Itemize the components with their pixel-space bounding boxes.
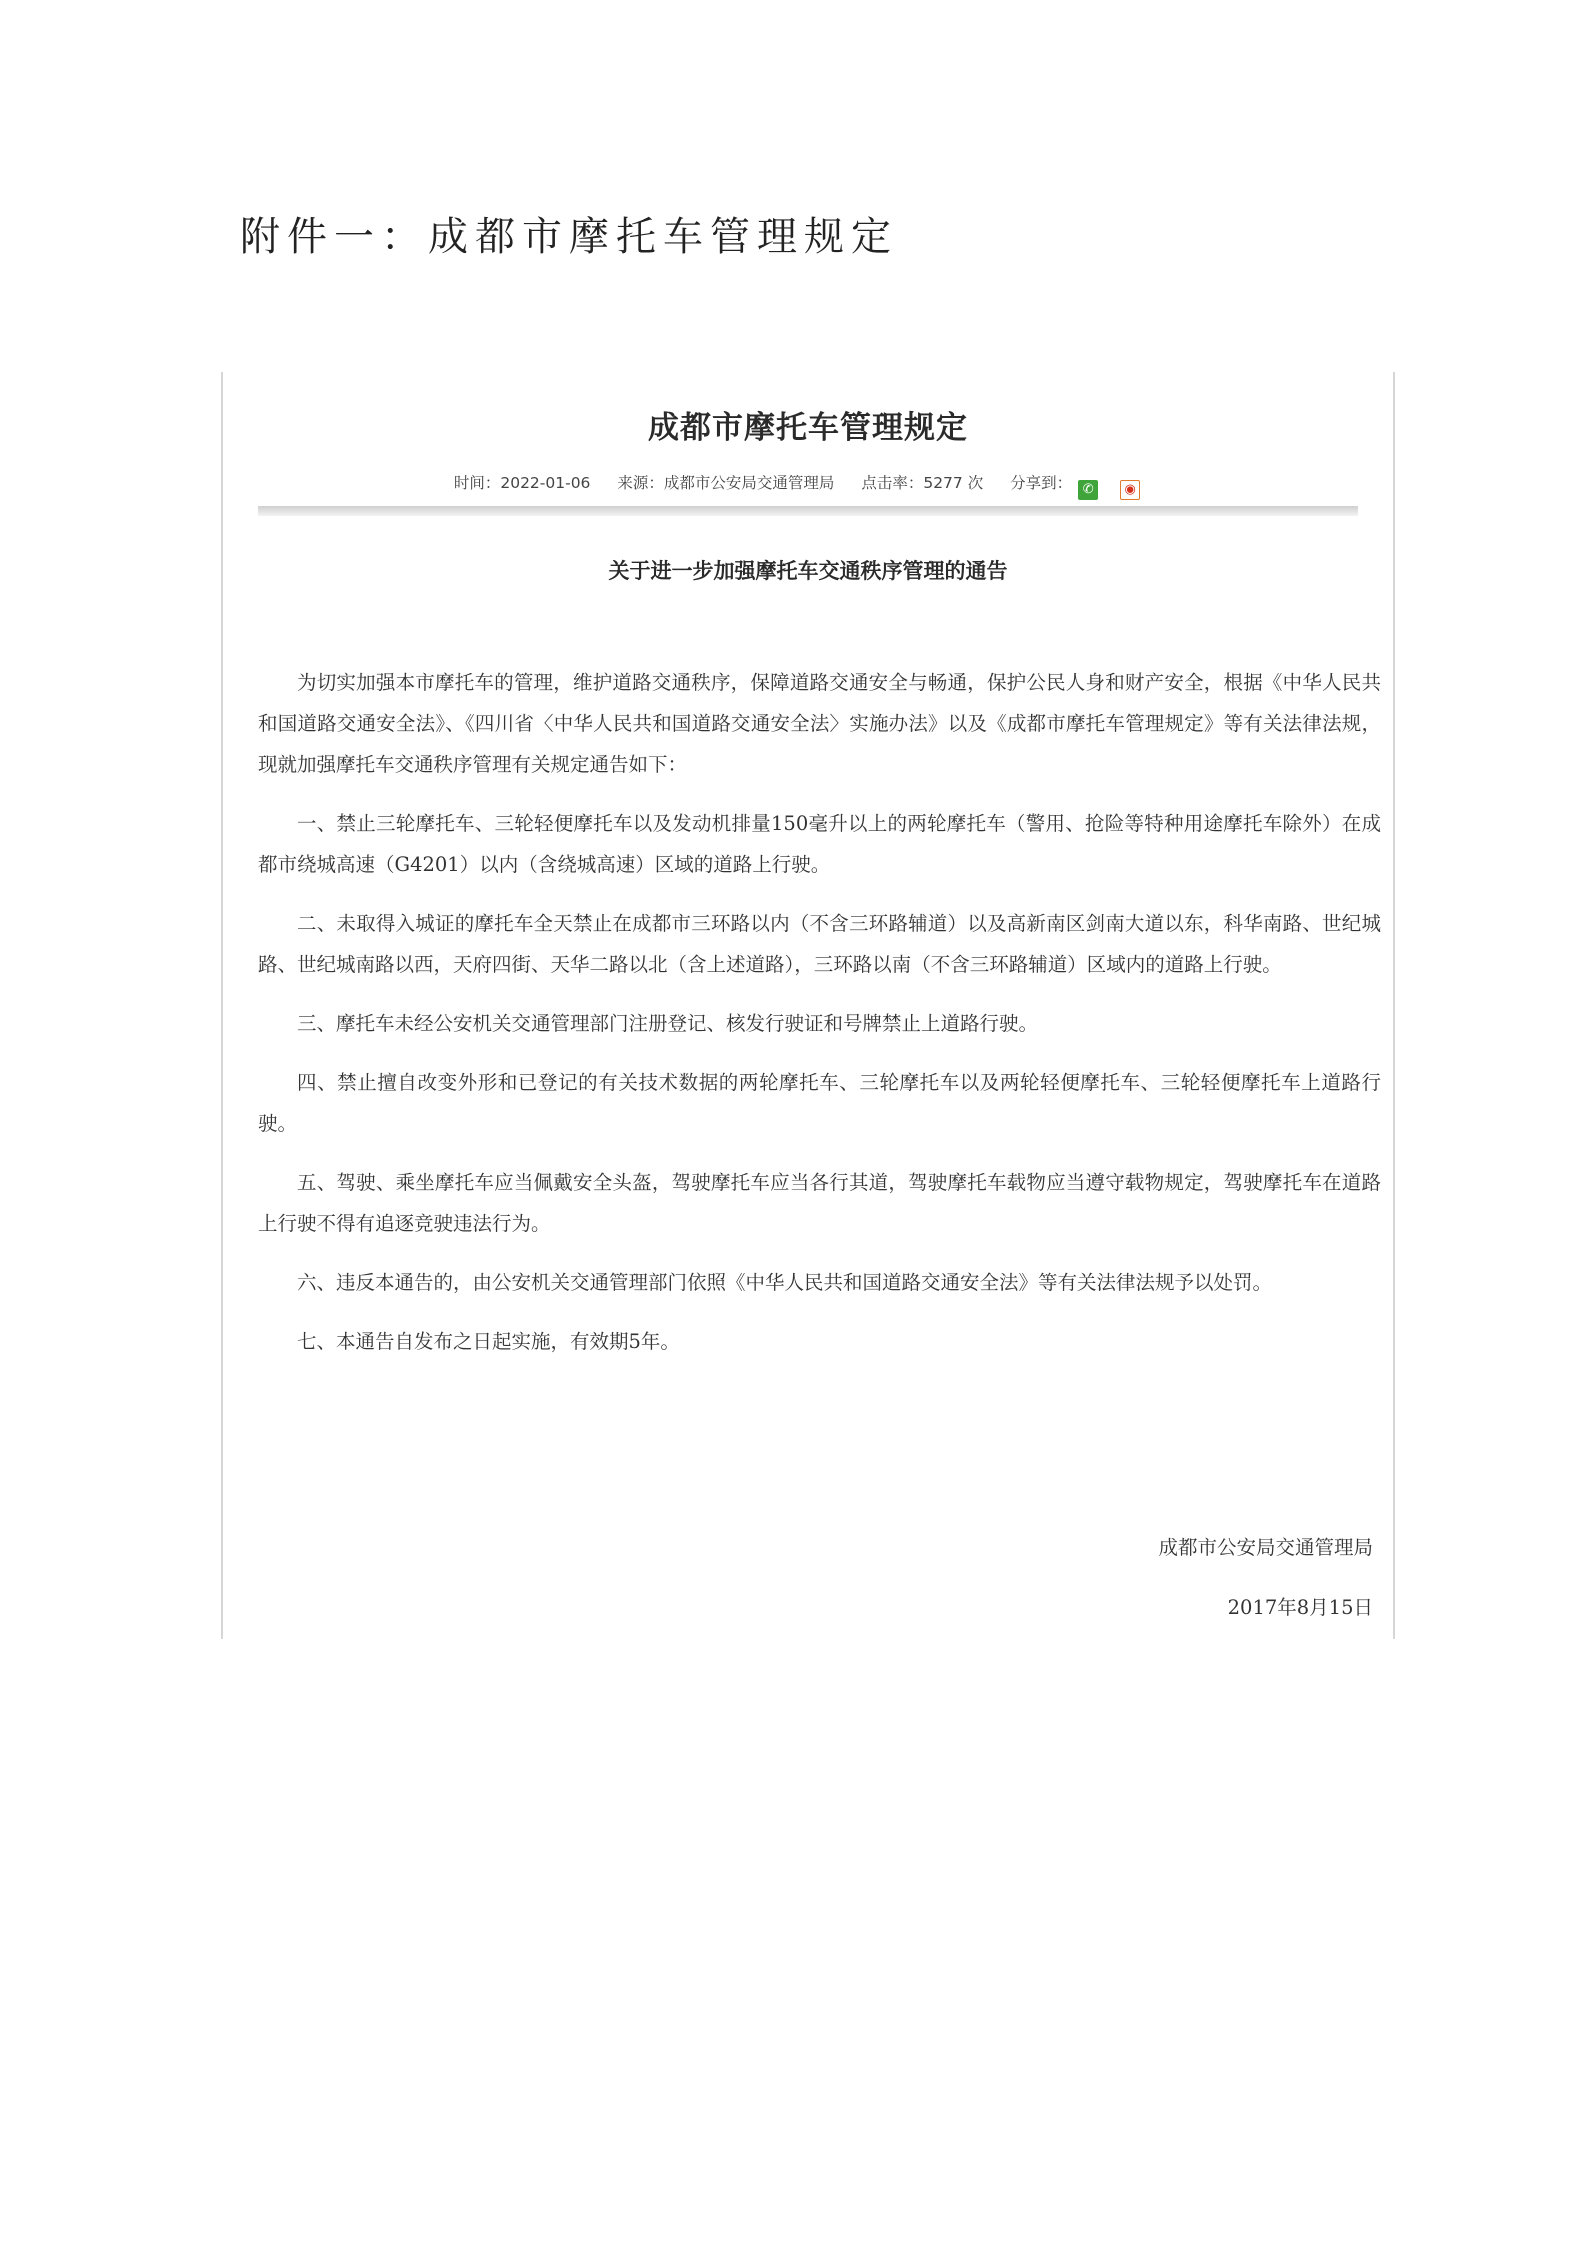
article-screenshot [221,372,1395,1639]
paragraph-4: 四、禁止擅自改变外形和已登记的有关技术数据的两轮摩托车、三轮摩托车以及两轮轻便摩托车、三轮轻便摩托车上道路行驶。 [258,1071,1381,1135]
click-count: 点击率：5277 次 [861,474,984,492]
article-title: 成都市摩托车管理规定 [648,410,968,446]
paragraph-intro: 为切实加强本市摩托车的管理，维护道路交通秩序，保障道路交通安全与畅通，保护公民人身和财产安全，根据《中华人民共和国道路交通安全法》、《四川省〈中华人民共和国道路交通安全法〉实施办法》以及《成都市摩托车管理规定》等有关法律法规，现就加强摩托车交通秩序管理有关规定通告如下： [258,671,1381,776]
signature-date: 2017年8月15日 [1227,1596,1373,1619]
divider [258,506,1358,516]
signature-org: 成都市公安局交通管理局 [1158,1536,1373,1559]
paragraph-1: 一、禁止三轮摩托车、三轮轻便摩托车以及发动机排量150毫升以上的两轮摩托车（警用、抢险等特种用途摩托车除外）在成都市绕城高速（G4201）以内（含绕城高速）区域的道路上行驶。 [258,812,1381,876]
publish-time: 时间：2022-01-06 [453,474,591,492]
article-meta [223,471,1393,500]
wechat-icon[interactable]: ✆ [1078,480,1098,500]
paragraph-3: 三、摩托车未经公安机关交通管理部门注册登记、核发行驶证和号牌禁止上道路行驶。 [297,1012,1039,1035]
share-label: 分享到： [1010,474,1073,492]
paragraph-2: 二、未取得入城证的摩托车全天禁止在成都市三环路以内（不含三环路辅道）以及高新南区剑南大道以东，科华南路、世纪城路、世纪城南路以西，天府四街、天华二路以北（含上述道路），三环路以南（不含三环路辅道）区域内的道路上行驶。 [258,912,1381,976]
page-heading: 附件一：成都市摩托车管理规定 [240,214,898,260]
article-source: 来源：成都市公安局交通管理局 [617,474,835,492]
paragraph-5: 五、驾驶、乘坐摩托车应当佩戴安全头盔，驾驶摩托车应当各行其道，驾驶摩托车载物应当遵守载物规定，驾驶摩托车在道路上行驶不得有追逐竞驶违法行为。 [258,1171,1381,1235]
notice-title: 关于进一步加强摩托车交通秩序管理的通告 [608,558,1008,583]
paragraph-7: 七、本通告自发布之日起实施，有效期5年。 [297,1330,680,1353]
weibo-icon[interactable]: ◉ [1120,480,1140,500]
paragraph-6: 六、违反本通告的，由公安机关交通管理部门依照《中华人民共和国道路交通安全法》等有关法律法规予以处罚。 [297,1271,1273,1294]
notice-body [258,662,1381,1380]
